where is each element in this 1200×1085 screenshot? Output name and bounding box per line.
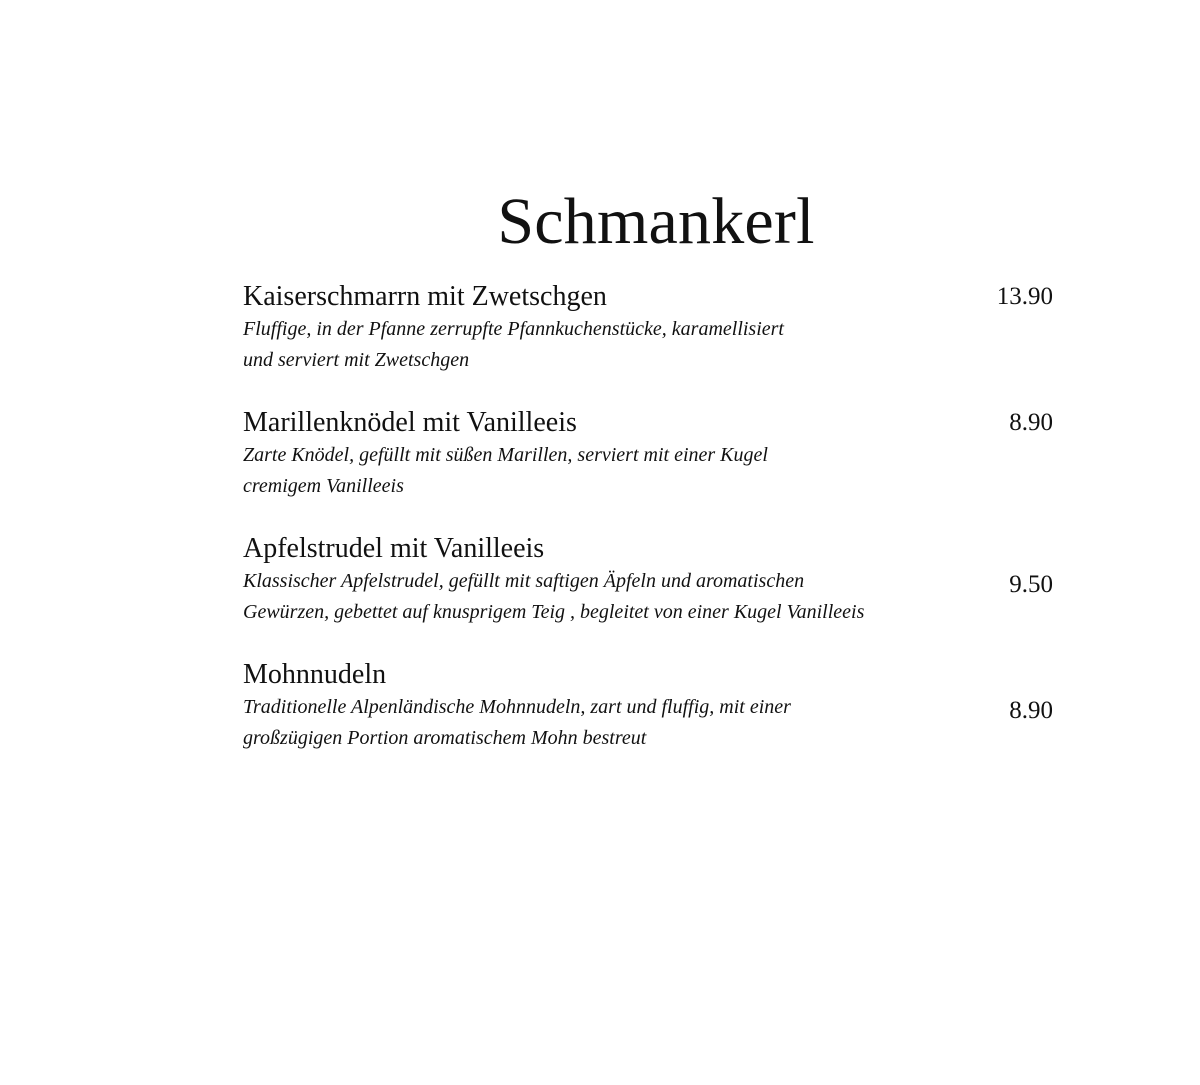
item-name: Kaiserschmarrn mit Zwetschgen [243, 281, 607, 312]
item-description-line: Klassischer Apfelstrudel, gefüllt mit saftigen Äpfeln und aromatischen [243, 570, 805, 592]
item-description-line: Fluffige, in der Pfanne zerrupfte Pfannkuchenstücke, karamellisiert [243, 318, 784, 340]
item-price: 8.90 [1009, 409, 1053, 436]
menu-list [243, 280, 1053, 784]
item-name: Mohnnudeln [243, 659, 387, 690]
item-price: 8.90 [1009, 697, 1053, 724]
item-price: 9.50 [1009, 571, 1053, 598]
item-name: Apfelstrudel mit Vanilleeis [243, 533, 545, 564]
item-price: 13.90 [996, 283, 1053, 310]
item-description-line: Traditionelle Alpenländische Mohnnudeln, zart und fluffig, mit einer [243, 696, 791, 718]
item-description-line: Zarte Knödel, gefüllt mit süßen Marillen, serviert mit einer Kugel [243, 444, 768, 466]
item-description-line: und serviert mit Zwetschgen [243, 349, 470, 371]
item-description-line: großzügigen Portion aromatischem Mohn bestreut [243, 727, 647, 749]
menu-item-marillenknoedel [243, 406, 1053, 502]
item-description [243, 314, 963, 376]
item-description-line: cremigem Vanilleeis [243, 475, 404, 497]
item-name: Marillenknödel mit Vanilleeis [243, 407, 577, 438]
menu-item-mohnnudeln [243, 658, 1053, 754]
item-description [243, 566, 963, 628]
page-title: Schmankerl [497, 185, 815, 258]
menu-item-kaiserschmarrn [243, 280, 1053, 376]
menu-item-apfelstrudel [243, 532, 1053, 628]
item-description [243, 440, 963, 502]
item-description-line: Gewürzen, gebettet auf knusprigem Teig , begleitet von einer Kugel Vanilleeis [243, 601, 865, 623]
item-description [243, 692, 963, 754]
